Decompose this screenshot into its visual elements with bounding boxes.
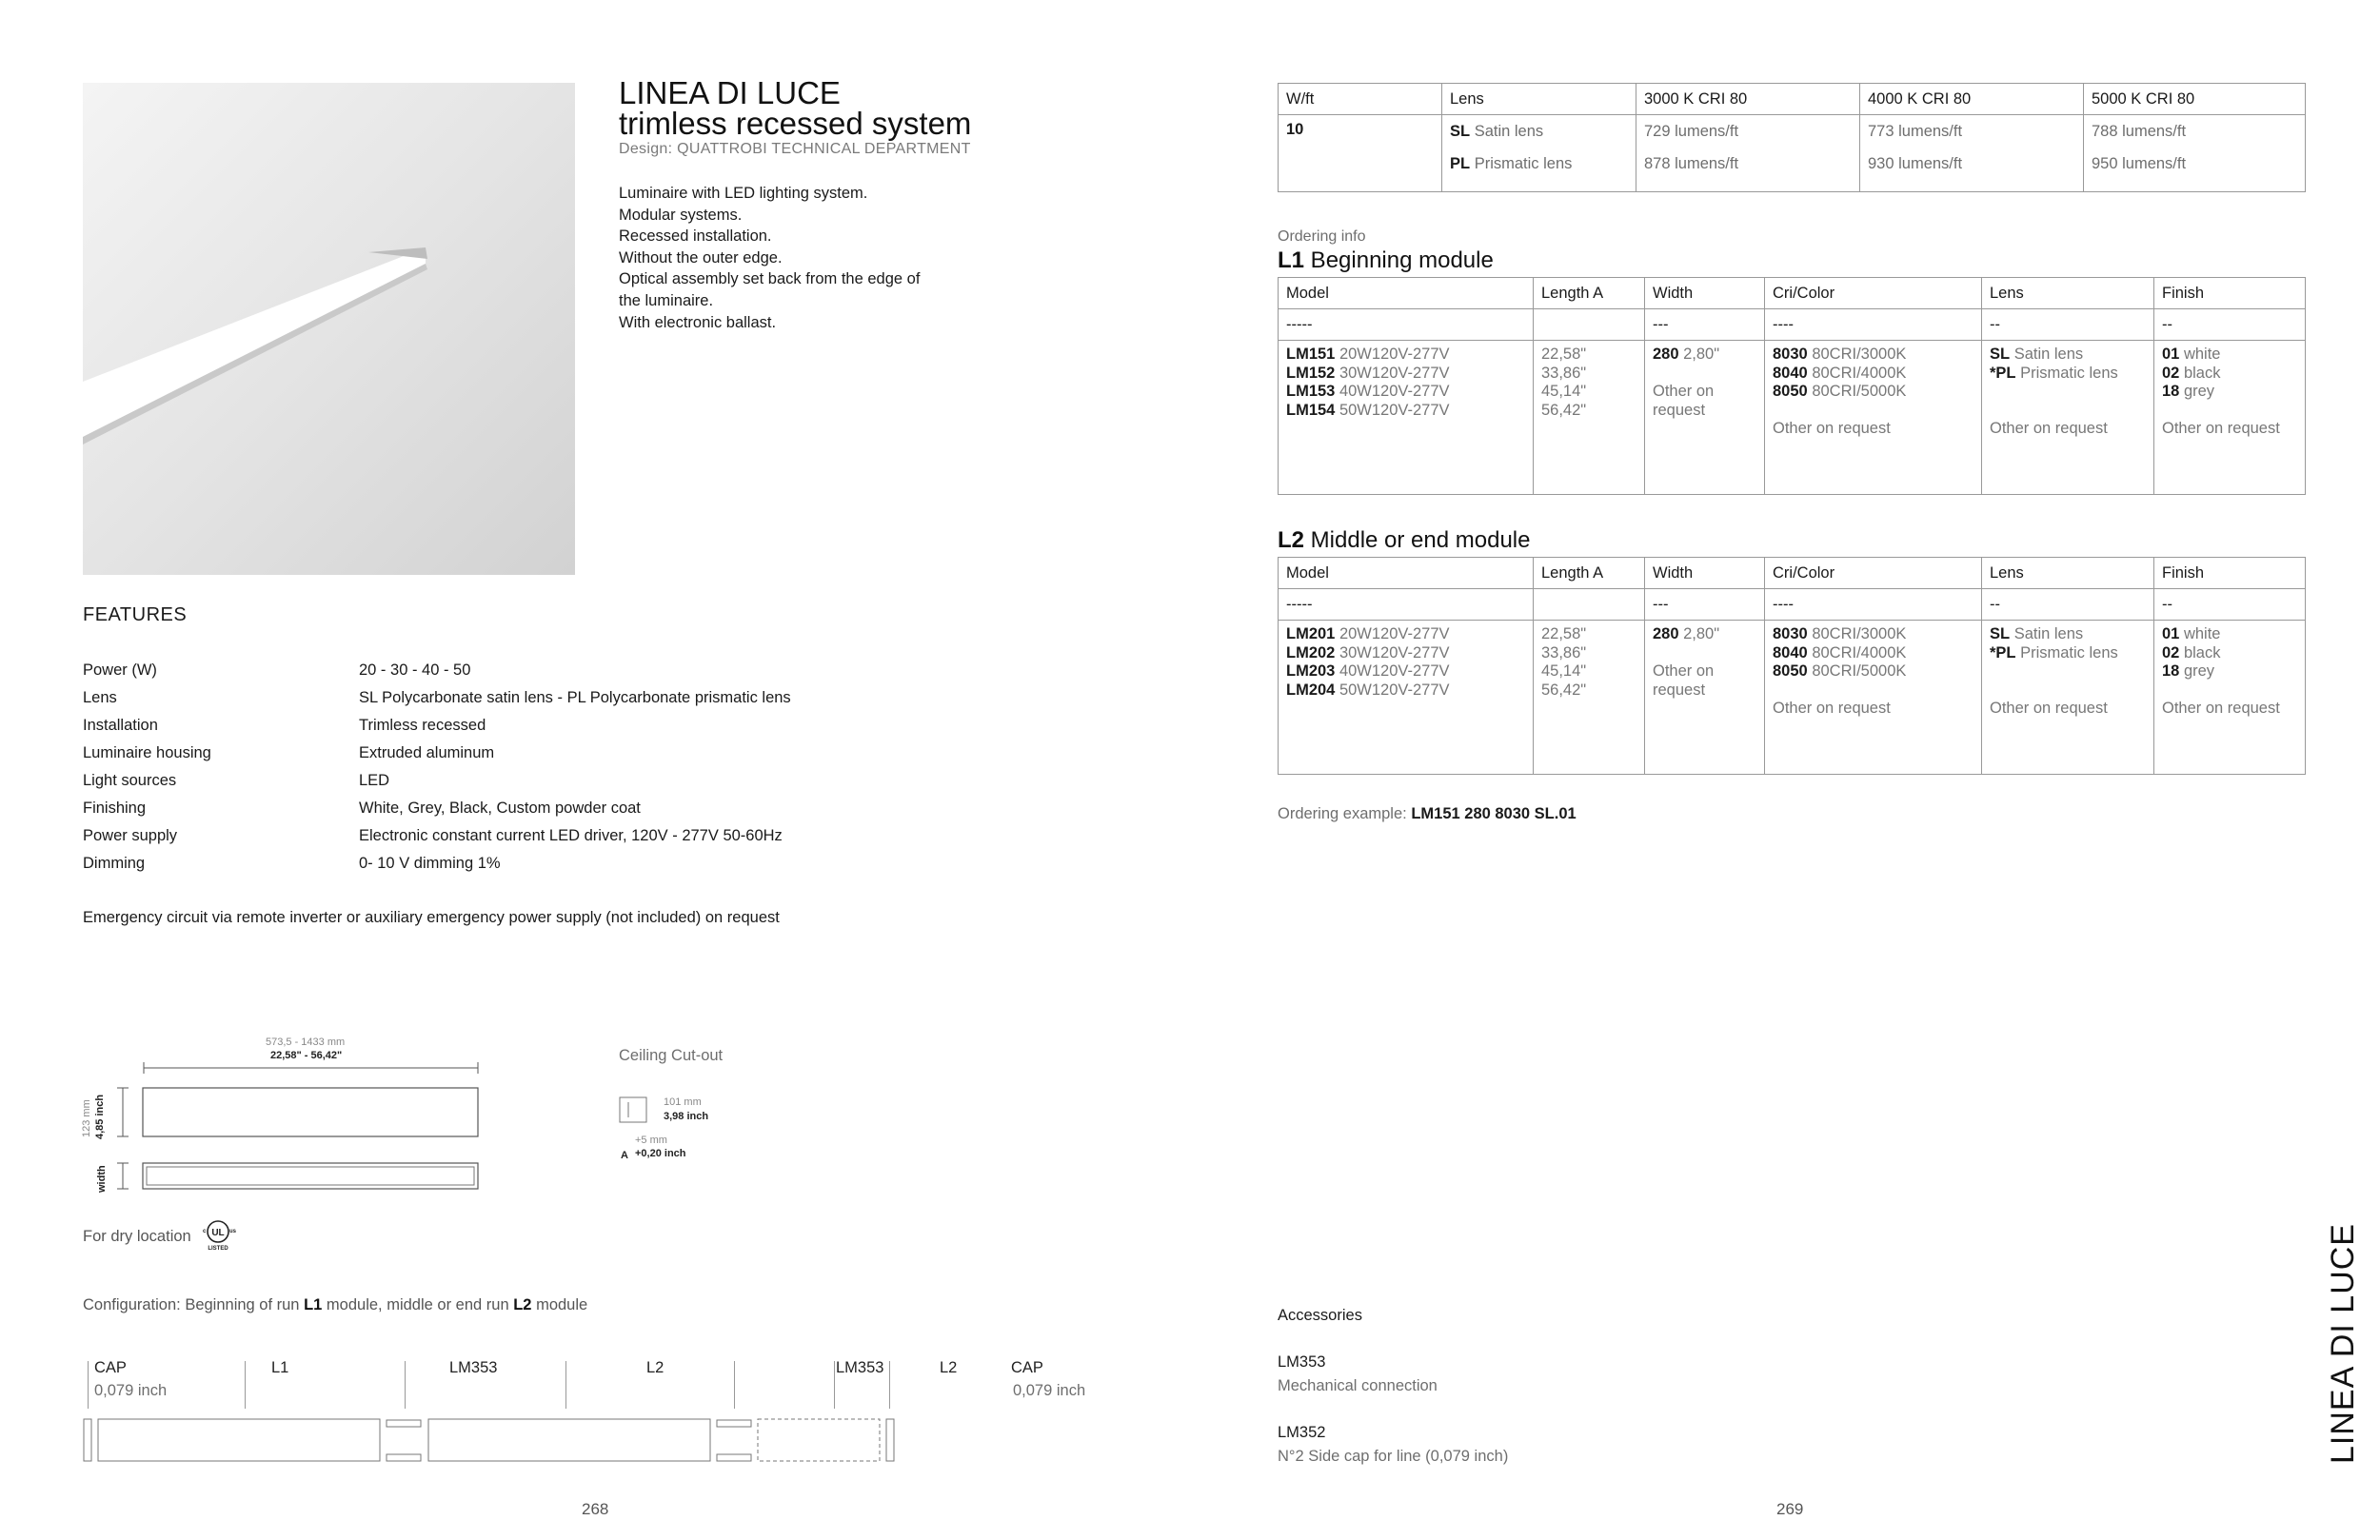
- header-cell: Finish: [2154, 278, 2306, 309]
- table-row: [1279, 341, 2306, 495]
- finish-code: 02: [2162, 364, 2180, 382]
- ul-listed-icon: [198, 1217, 238, 1252]
- svg-text:us: us: [229, 1229, 237, 1234]
- feature-row: [83, 689, 940, 714]
- cri-value: 80CRI/5000K: [1812, 383, 1907, 400]
- placeholder-cell: ---: [1645, 589, 1765, 621]
- header-cell: Model: [1279, 558, 1534, 589]
- model-spec: 20W120V-277V: [1339, 346, 1450, 363]
- lumens-value: 729 lumens/ft: [1644, 123, 1739, 140]
- config-divider: [889, 1361, 890, 1409]
- lumens-5000-cell: [2084, 115, 2306, 192]
- luminaire-image: [83, 83, 575, 575]
- lens-value: Prismatic lens: [2015, 364, 2118, 382]
- svg-text:UL: UL: [211, 1228, 225, 1238]
- technical-drawing: [83, 1033, 521, 1204]
- model-spec: 30W120V-277V: [1339, 364, 1450, 382]
- profile-drawing: [83, 1033, 521, 1204]
- configuration-text: [83, 1296, 587, 1314]
- width-code: 280: [1653, 625, 1679, 642]
- cri-other: Other on request: [1773, 420, 1891, 437]
- description-line: the luminaire.: [619, 291, 714, 309]
- lumens-table: [1278, 83, 2306, 192]
- config-divider: [834, 1361, 835, 1409]
- accessory-desc: N°2 Side cap for line (0,079 inch): [1278, 1448, 1509, 1465]
- product-photo: [83, 83, 575, 575]
- placeholder-cell: --: [2154, 309, 2306, 341]
- l2-title: Middle or end module: [1304, 527, 1531, 553]
- header-cell: 4000 K CRI 80: [1860, 84, 2084, 115]
- cri-value: 80CRI/5000K: [1812, 662, 1907, 680]
- lens-name: Satin lens: [1474, 123, 1544, 140]
- width-label: width: [96, 1165, 108, 1193]
- height-inch: 4,85 inch: [94, 1094, 106, 1139]
- feature-value: LED: [359, 772, 390, 789]
- config-cap-size: 0,079 inch: [94, 1382, 168, 1399]
- feature-value: SL Polycarbonate satin lens - PL Polycarbonate prismatic lens: [359, 689, 791, 706]
- feature-row: [83, 744, 940, 769]
- lens-name: Prismatic lens: [1474, 155, 1573, 172]
- model-code: LM152: [1286, 364, 1336, 382]
- cri-value: 80CRI/4000K: [1812, 643, 1907, 661]
- config-label-cap: CAP: [94, 1359, 127, 1376]
- placeholder-cell: -----: [1279, 309, 1534, 341]
- model-spec: 40W120V-277V: [1339, 383, 1450, 400]
- feature-value: White, Grey, Black, Custom powder coat: [359, 800, 641, 817]
- feature-value: 20 - 30 - 40 - 50: [359, 661, 471, 679]
- ordering-example: [1278, 805, 1577, 823]
- tolerance-mm: +5 mm: [635, 1135, 667, 1146]
- config-cap-size: 0,079 inch: [1013, 1382, 1086, 1399]
- model-cell: [1279, 621, 1534, 775]
- placeholder-cell: ----: [1765, 589, 1982, 621]
- feature-row: [83, 772, 940, 797]
- length-value: 56,42": [1541, 681, 1587, 699]
- header-cell: Model: [1279, 278, 1534, 309]
- description-line: Optical assembly set back from the edge of: [619, 270, 921, 288]
- feature-row: [83, 855, 940, 879]
- table-header-row: [1279, 278, 2306, 309]
- width-code: 280: [1653, 346, 1679, 363]
- header-cell: Cri/Color: [1765, 278, 1982, 309]
- width-value: 2,80": [1683, 625, 1720, 642]
- length-cell: [1534, 341, 1645, 495]
- feature-key: Finishing: [83, 800, 147, 817]
- table-header-row: [1279, 558, 2306, 589]
- width-cell: [1645, 341, 1765, 495]
- width-other: Other on: [1653, 662, 1715, 680]
- page-number-left: 268: [582, 1500, 609, 1518]
- lens-code: *PL: [1990, 364, 2016, 382]
- accessories-heading: Accessories: [1278, 1307, 1362, 1324]
- lens-code: *PL: [1990, 643, 2016, 661]
- placeholder-row: [1279, 309, 2306, 341]
- length-value: 45,14": [1541, 662, 1587, 680]
- model-cell: [1279, 341, 1534, 495]
- wft-cell: [1279, 115, 1442, 192]
- finish-value: black: [2183, 364, 2221, 382]
- model-spec: 30W120V-277V: [1339, 643, 1450, 661]
- configuration-l2: L2: [513, 1296, 532, 1313]
- cutout-inch: 3,98 inch: [664, 1111, 709, 1122]
- cri-code: 8050: [1773, 383, 1808, 400]
- cutout-title: Ceiling Cut-out: [619, 1047, 724, 1064]
- ordering-example-label: Ordering example:: [1278, 805, 1412, 822]
- feature-value: 0- 10 V dimming 1%: [359, 855, 501, 872]
- header-cell: Width: [1645, 558, 1765, 589]
- cri-cell: [1765, 621, 1982, 775]
- tolerance-inch: +0,20 inch: [635, 1148, 686, 1159]
- placeholder-cell: -----: [1279, 589, 1534, 621]
- model-code: LM203: [1286, 662, 1336, 680]
- cutout-icon: [619, 1096, 651, 1125]
- l2-ordering-table: [1278, 557, 2306, 775]
- lens-code: SL: [1990, 346, 2011, 363]
- feature-row: [83, 717, 940, 741]
- dry-location-note: For dry location: [83, 1228, 191, 1245]
- placeholder-cell: --: [1982, 589, 2154, 621]
- feature-key: Power (W): [83, 661, 157, 679]
- model-spec: 40W120V-277V: [1339, 662, 1450, 680]
- table-row: [1279, 621, 2306, 775]
- design-credit: Design: QUATTROBI TECHNICAL DEPARTMENT: [619, 141, 971, 157]
- accessory-desc: Mechanical connection: [1278, 1377, 1438, 1394]
- lens-other: Other on request: [1990, 420, 2108, 437]
- width-other: Other on: [1653, 383, 1715, 400]
- width-cell: [1645, 621, 1765, 775]
- model-code: LM153: [1286, 383, 1336, 400]
- feature-key: Dimming: [83, 855, 146, 872]
- placeholder-cell: ----: [1765, 309, 1982, 341]
- placeholder-cell: ---: [1645, 309, 1765, 341]
- description-line: Modular systems.: [619, 206, 743, 224]
- ordering-example-value: LM151 280 8030 SL.01: [1411, 805, 1577, 822]
- config-label-l1: L1: [271, 1359, 289, 1376]
- config-label-l2: L2: [646, 1359, 664, 1376]
- model-code: LM154: [1286, 401, 1336, 419]
- feature-value: Trimless recessed: [359, 717, 486, 734]
- header-cell: W/ft: [1279, 84, 1442, 115]
- cri-other: Other on request: [1773, 700, 1891, 717]
- svg-text:LISTED: LISTED: [208, 1246, 228, 1252]
- finish-value: black: [2183, 643, 2221, 661]
- finish-value: grey: [2183, 383, 2215, 400]
- feature-key: Luminaire housing: [83, 744, 211, 761]
- finish-code: 01: [2162, 346, 2180, 363]
- finish-value: grey: [2183, 662, 2215, 680]
- finish-code: 01: [2162, 625, 2180, 642]
- finish-other: Other on request: [2162, 700, 2280, 717]
- length-inch: 22,58" - 56,42": [270, 1050, 343, 1061]
- model-spec: 50W120V-277V: [1339, 401, 1450, 419]
- cri-code: 8030: [1773, 346, 1808, 363]
- config-divider: [88, 1361, 89, 1409]
- cri-value: 80CRI/3000K: [1812, 346, 1907, 363]
- configuration-post: module: [531, 1296, 588, 1313]
- finish-code: 02: [2162, 643, 2180, 661]
- width-other: request: [1653, 681, 1706, 699]
- placeholder-cell: --: [1982, 309, 2154, 341]
- lens-code: PL: [1450, 155, 1471, 172]
- length-value: 33,86": [1541, 643, 1587, 661]
- table-row: [1279, 115, 2306, 192]
- accessory-code: LM352: [1278, 1424, 1326, 1441]
- cri-cell: [1765, 341, 1982, 495]
- header-cell: Finish: [2154, 558, 2306, 589]
- emergency-note: Emergency circuit via remote inverter or auxiliary emergency power supply (not included) on request: [83, 909, 780, 926]
- finish-value: white: [2183, 346, 2221, 363]
- feature-key: Installation: [83, 717, 158, 734]
- cri-code: 8050: [1773, 662, 1808, 680]
- config-label-lm353: LM353: [836, 1359, 884, 1376]
- finish-code: 18: [2162, 383, 2180, 400]
- header-cell: Lens: [1442, 84, 1636, 115]
- configuration-pre: Configuration: Beginning of run: [83, 1296, 305, 1313]
- l1-ordering-table: [1278, 277, 2306, 495]
- configuration-l1: L1: [304, 1296, 323, 1313]
- lens-value: Satin lens: [2013, 625, 2084, 642]
- config-divider: [245, 1361, 246, 1409]
- svg-text:c: c: [203, 1229, 207, 1234]
- header-cell: Lens: [1982, 558, 2154, 589]
- finish-code: 18: [2162, 662, 2180, 680]
- model-spec: 20W120V-277V: [1339, 625, 1450, 642]
- l1-title: Beginning module: [1304, 247, 1494, 273]
- placeholder-cell: [1534, 589, 1645, 621]
- header-cell: 5000 K CRI 80: [2084, 84, 2306, 115]
- config-divider: [565, 1361, 566, 1409]
- model-code: LM201: [1286, 625, 1336, 642]
- config-divider: [734, 1361, 735, 1409]
- feature-row: [83, 827, 940, 852]
- height-mm: 123 mm: [81, 1099, 92, 1137]
- header-cell: Length A: [1534, 278, 1645, 309]
- l2-code: L2: [1278, 527, 1305, 553]
- lens-value: Satin lens: [2013, 346, 2084, 363]
- feature-row: [83, 800, 940, 824]
- config-label-lm353: LM353: [449, 1359, 498, 1376]
- l1-heading: [1278, 247, 1494, 274]
- feature-value: Extruded aluminum: [359, 744, 495, 761]
- lens-other: Other on request: [1990, 700, 2108, 717]
- cri-code: 8040: [1773, 643, 1808, 661]
- cutout-mm: 101 mm: [664, 1096, 702, 1108]
- description-line: Recessed installation.: [619, 227, 772, 246]
- width-value: 2,80": [1683, 346, 1720, 363]
- config-divider: [405, 1361, 406, 1409]
- length-mm: 573,5 - 1433 mm: [266, 1037, 346, 1048]
- wft-value: 10: [1286, 121, 1304, 138]
- configuration-diagram: [82, 1416, 901, 1466]
- feature-key: Lens: [83, 689, 117, 706]
- feature-value: Electronic constant current LED driver, 120V - 277V 50-60Hz: [359, 827, 783, 844]
- model-code: LM151: [1286, 346, 1336, 363]
- lens-code: SL: [1450, 123, 1471, 140]
- lens-cell: [1442, 115, 1636, 192]
- config-label-l2: L2: [940, 1359, 958, 1376]
- feature-key: Light sources: [83, 772, 177, 789]
- header-cell: 3000 K CRI 80: [1636, 84, 1860, 115]
- lens-value: Prismatic lens: [2015, 643, 2118, 661]
- lumens-value: 773 lumens/ft: [1868, 123, 1963, 140]
- description-line: With electronic ballast.: [619, 313, 777, 331]
- lens-cell: [1982, 621, 2154, 775]
- lumens-value: 788 lumens/ft: [2092, 123, 2187, 140]
- model-spec: 50W120V-277V: [1339, 681, 1450, 699]
- finish-cell: [2154, 621, 2306, 775]
- length-value: 56,42": [1541, 401, 1587, 419]
- length-value: 22,58": [1541, 346, 1587, 363]
- feature-row: [83, 661, 940, 686]
- length-value: 22,58": [1541, 625, 1587, 642]
- description-line: Luminaire with LED lighting system.: [619, 185, 868, 202]
- length-cell: [1534, 621, 1645, 775]
- l1-code: L1: [1278, 247, 1305, 273]
- header-cell: Cri/Color: [1765, 558, 1982, 589]
- placeholder-cell: [1534, 309, 1645, 341]
- product-description: [619, 183, 981, 333]
- config-label-cap: CAP: [1011, 1359, 1043, 1376]
- table-header-row: [1279, 84, 2306, 115]
- lens-code: SL: [1990, 625, 2011, 642]
- finish-other: Other on request: [2162, 420, 2280, 437]
- length-value: 45,14": [1541, 383, 1587, 400]
- length-value: 33,86": [1541, 364, 1587, 382]
- description-line: Without the outer edge.: [619, 248, 783, 267]
- product-title: LINEA DI LUCE: [619, 75, 841, 110]
- cri-value: 80CRI/4000K: [1812, 364, 1907, 382]
- header-cell: Lens: [1982, 278, 2154, 309]
- lumens-4000-cell: [1860, 115, 2084, 192]
- lumens-value: 930 lumens/ft: [1868, 155, 1963, 172]
- page-number-right: 269: [1776, 1500, 1804, 1518]
- l2-heading: [1278, 527, 1530, 554]
- feature-key: Power supply: [83, 827, 178, 844]
- accessory-code: LM353: [1278, 1353, 1326, 1371]
- finish-value: white: [2183, 625, 2221, 642]
- cri-code: 8040: [1773, 364, 1808, 382]
- cri-code: 8030: [1773, 625, 1808, 642]
- lumens-3000-cell: [1636, 115, 1860, 192]
- tolerance-letter: A: [621, 1150, 628, 1161]
- header-cell: Width: [1645, 278, 1765, 309]
- header-cell: Length A: [1534, 558, 1645, 589]
- product-subtitle: trimless recessed system: [619, 106, 972, 141]
- features-heading: FEATURES: [83, 604, 188, 625]
- model-code: LM202: [1286, 643, 1336, 661]
- lens-cell: [1982, 341, 2154, 495]
- lumens-value: 878 lumens/ft: [1644, 155, 1739, 172]
- placeholder-cell: --: [2154, 589, 2306, 621]
- side-title: LINEA DI LUCE: [2325, 1223, 2361, 1464]
- finish-cell: [2154, 341, 2306, 495]
- model-code: LM204: [1286, 681, 1336, 699]
- ordering-info-label: Ordering info: [1278, 228, 1366, 245]
- cri-value: 80CRI/3000K: [1812, 625, 1907, 642]
- lumens-value: 950 lumens/ft: [2092, 155, 2187, 172]
- configuration-mid: module, middle or end run: [322, 1296, 514, 1313]
- width-other: request: [1653, 401, 1706, 419]
- placeholder-row: [1279, 589, 2306, 621]
